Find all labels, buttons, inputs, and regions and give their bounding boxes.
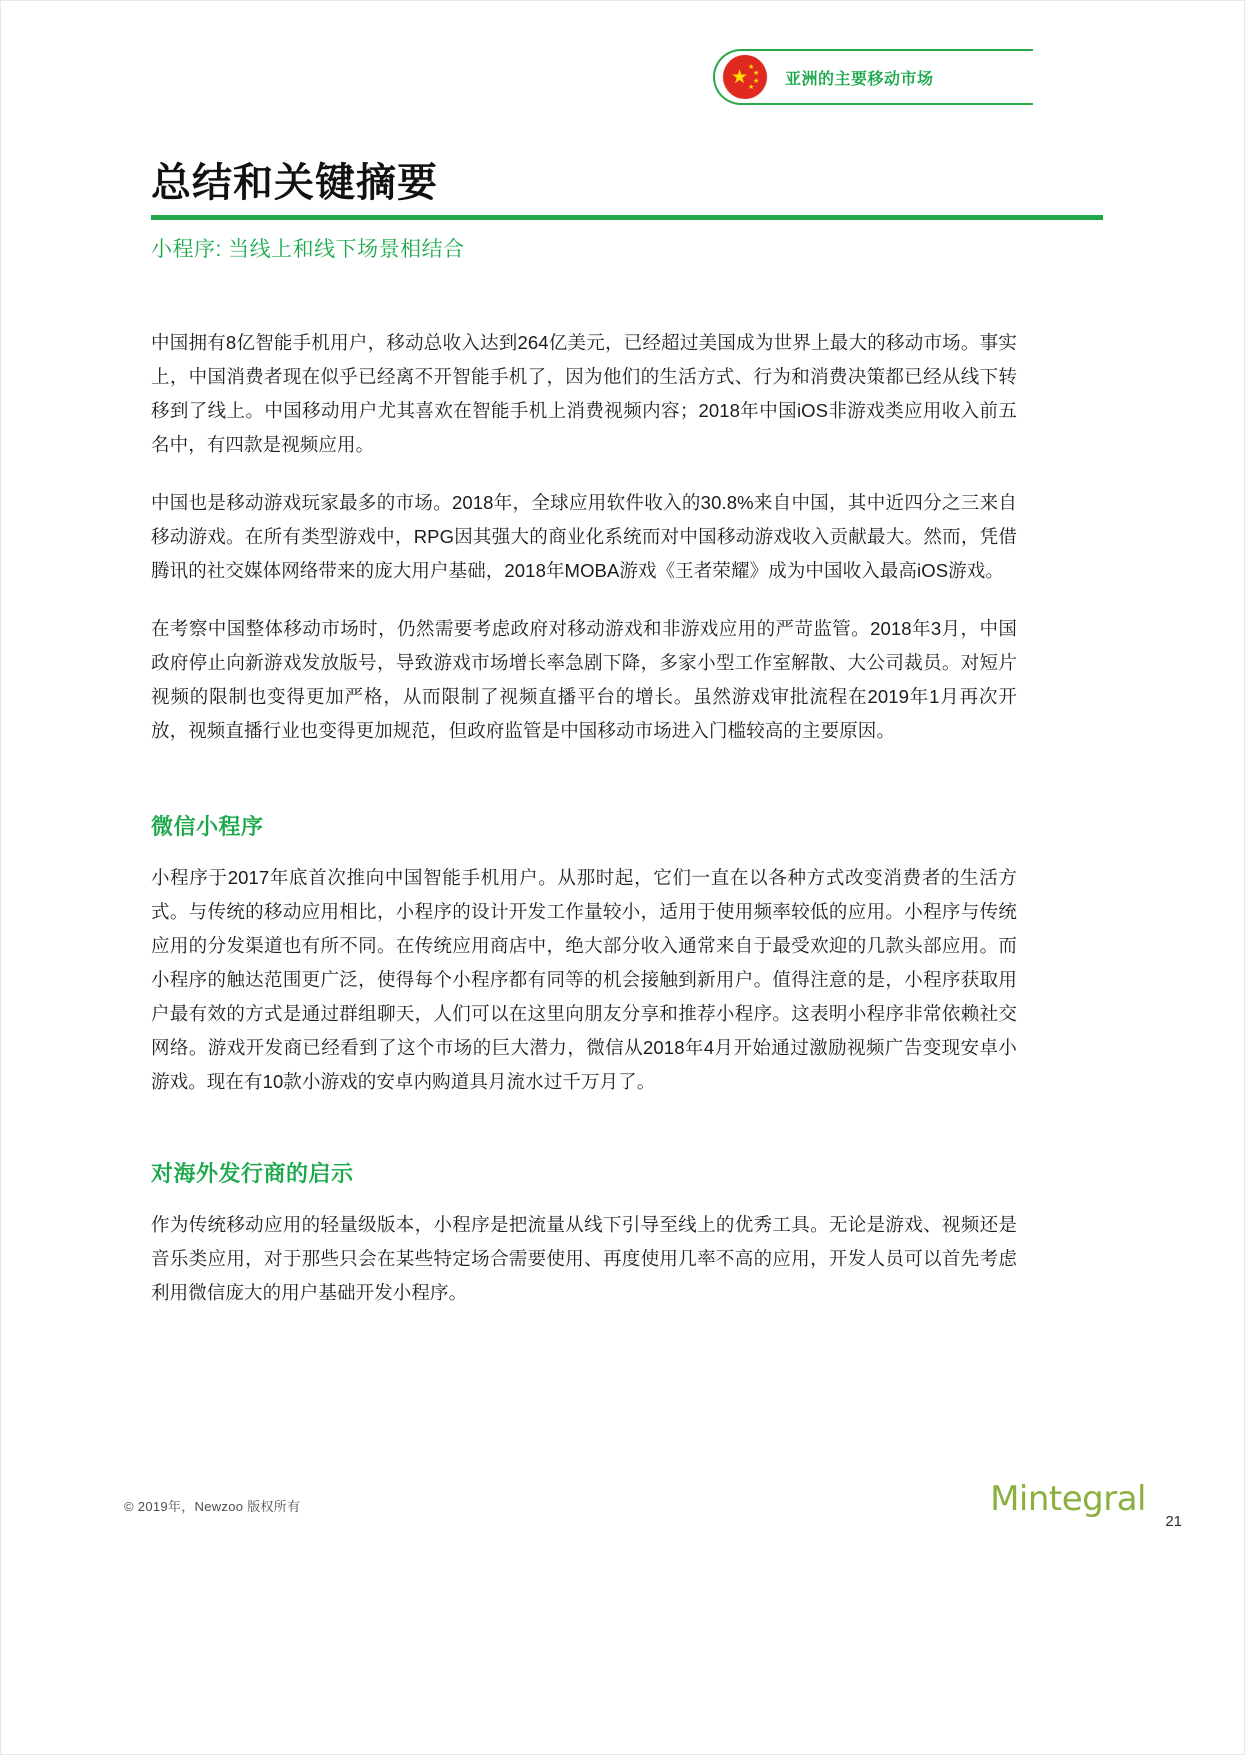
body-paragraph-1: 中国拥有8亿智能手机用户，移动总收入达到264亿美元，已经超过美国成为世界上最大的移动市场。事实上，中国消费者现在似乎已经离不开智能手机了，因为他们的生活方式、行为和消费决策都已经从线下转移到了线上。中国移动用户尤其喜欢在智能手机上消费视频内容；2018年中国iOS非游戏类应用收入前五名中，有四款是视频应用。 <box>151 332 1017 455</box>
header-badge-label: 亚洲的主要移动市场 <box>785 70 934 88</box>
page-title: 总结和关键摘要 <box>151 161 438 205</box>
flag-star-small-1: ★ <box>748 64 755 71</box>
page-number: 21 <box>1165 1513 1182 1530</box>
flag-star-small-3: ★ <box>753 78 760 85</box>
mintegral-logo: Mintegral <box>990 1479 1146 1519</box>
body-paragraph-2: 中国也是移动游戏玩家最多的市场。2018年，全球应用软件收入的30.8%来自中国，其中近四分之三来自移动游戏。在所有类型游戏中，RPG因其强大的商业化系统而对中国移动游戏收入贡献最大。然而，凭借腾讯的社交媒体网络带来的庞大用户基础，2018年MOBA游戏《王者荣耀》成为中国收入最高iOS游戏。 <box>151 492 1017 581</box>
section-heading-overseas-publishers: 对海外发行商的启示 <box>151 1161 354 1186</box>
flag-star-large: ★ <box>731 67 749 88</box>
section-paragraph-wechat-mini-programs: 小程序于2017年底首次推向中国智能手机用户。从那时起，它们一直在以各种方式改变消费者的生活方式。与传统的移动应用相比，小程序的设计开发工作量较小，适用于使用频率较低的应用。小程序与传统应用的分发渠道也有所不同。在传统应用商店中，绝大部分收入通常来自于最受欢迎的几款头部应用。而小程序的触达范围更广泛，使得每个小程序都有同等的机会接触到新用户。值得注意的是，小程序获取用户最有效的方式是通过群组聊天，人们可以在这里向朋友分享和推荐小程序。这表明小程序非常依赖社交网络。游戏开发商已经看到了这个市场的巨大潜力，微信从2018年4月开始通过激励视频广告变现安卓小游戏。现在有10款小游戏的安卓内购道具月流水过千万月了。 <box>151 867 1017 1092</box>
flag-star-small-4: ★ <box>748 84 755 91</box>
title-divider <box>151 215 1103 220</box>
body-paragraph-3: 在考察中国整体移动市场时，仍然需要考虑政府对移动游戏和非游戏应用的严苛监管。2018年3月，中国政府停止向新游戏发放版号，导致游戏市场增长率急剧下降，多家小型工作室解散、大公司裁员。对短片视频的限制也变得更加严格，从而限制了视频直播平台的增长。虽然游戏审批流程在2019年1月再次开放，视频直播行业也变得更加规范，但政府监管是中国移动市场进入门槛较高的主要原因。 <box>151 618 1017 741</box>
document-body <box>151 326 1017 1310</box>
header-market-badge <box>713 49 1033 105</box>
footer-copyright: © 2019年，Newzoo 版权所有 <box>124 1499 301 1514</box>
page-subtitle: 小程序: 当线上和线下场景相结合 <box>151 238 465 261</box>
section-heading-wechat-mini-programs: 微信小程序 <box>151 814 264 839</box>
flag-star-small-2: ★ <box>753 70 760 77</box>
section-paragraph-overseas-publishers: 作为传统移动应用的轻量级版本，小程序是把流量从线下引导至线上的优秀工具。无论是游戏、视频还是音乐类应用，对于那些只会在某些特定场合需要使用、再度使用几率不高的应用，开发人员可以首先考虑利用微信庞大的用户基础开发小程序。 <box>151 1214 1017 1303</box>
china-flag-icon <box>723 55 767 99</box>
